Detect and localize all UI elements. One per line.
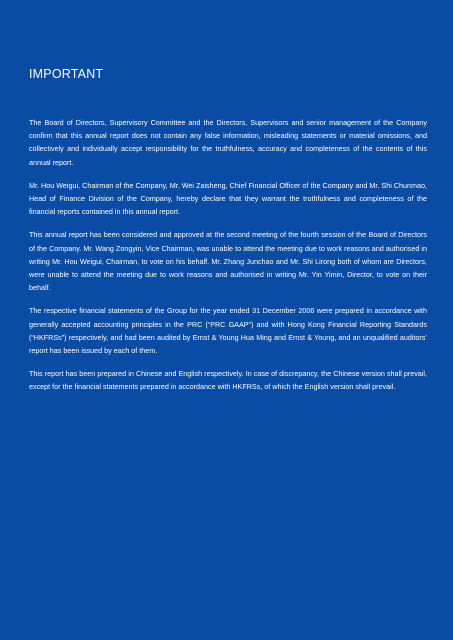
paragraph-responsibility: The Board of Directors, Supervisory Committee and the Directors, Supervisors and senior management of the Company confirm that this annual report does not contain any false information, misleading statements or material omissions, and collectively and individually accept responsibility for the truthfulness, accuracy and completeness of the contents of this annual report. xyxy=(29,118,427,167)
paragraph-financial-statements: The respective financial statements of the Group for the year ended 31 December 2006 were prepared in accordance with generally accepted accounting principles in the PRC (“PRC GAAP”) and with Hong Kong Financial Reporting Standards (“HKFRSs”) respectively, and had been audited by Ernst & Young Hua Ming and Ernst & Young, and an unqualified auditors’ report has been issued by each of them. xyxy=(29,306,427,356)
statement-body xyxy=(29,116,427,404)
paragraph-board-approval: This annual report has been considered and approved at the second meeting of the fourth session of the Board of Directors of the Company. Mr. Wang Zongyin, Vice Chairman, was unable to attend the meeting due to work reasons and authorised in writing Mr. Hou Weigui, Chairman, to vote on his behalf. Mr. Zhang Junchao and Mr. Shi Lirong both of whom are Directors, were unable to attend the meeting due to work reasons and authorised in writing Mr. Yin Yimin, Director, to vote on their behalf. xyxy=(29,230,427,293)
page-heading: IMPORTANT xyxy=(29,67,104,81)
paragraph-officers-declaration: Mr. Hou Weigui, Chairman of the Company, Mr. Wei Zaisheng, Chief Financial Officer of the Company and Mr. Shi Chunmao, Head of Finance Division of the Company, hereby declare that they warrant the truthfulness and completeness of the financial reports contained in this annual report. xyxy=(29,180,427,217)
paragraph-language-versions: This report has been prepared in Chinese and English respectively. In case of discrepancy, the Chinese version shall prevail, except for the financial statements prepared in accordance with HKFRSs, of which the English version shall prevail. xyxy=(29,369,427,392)
